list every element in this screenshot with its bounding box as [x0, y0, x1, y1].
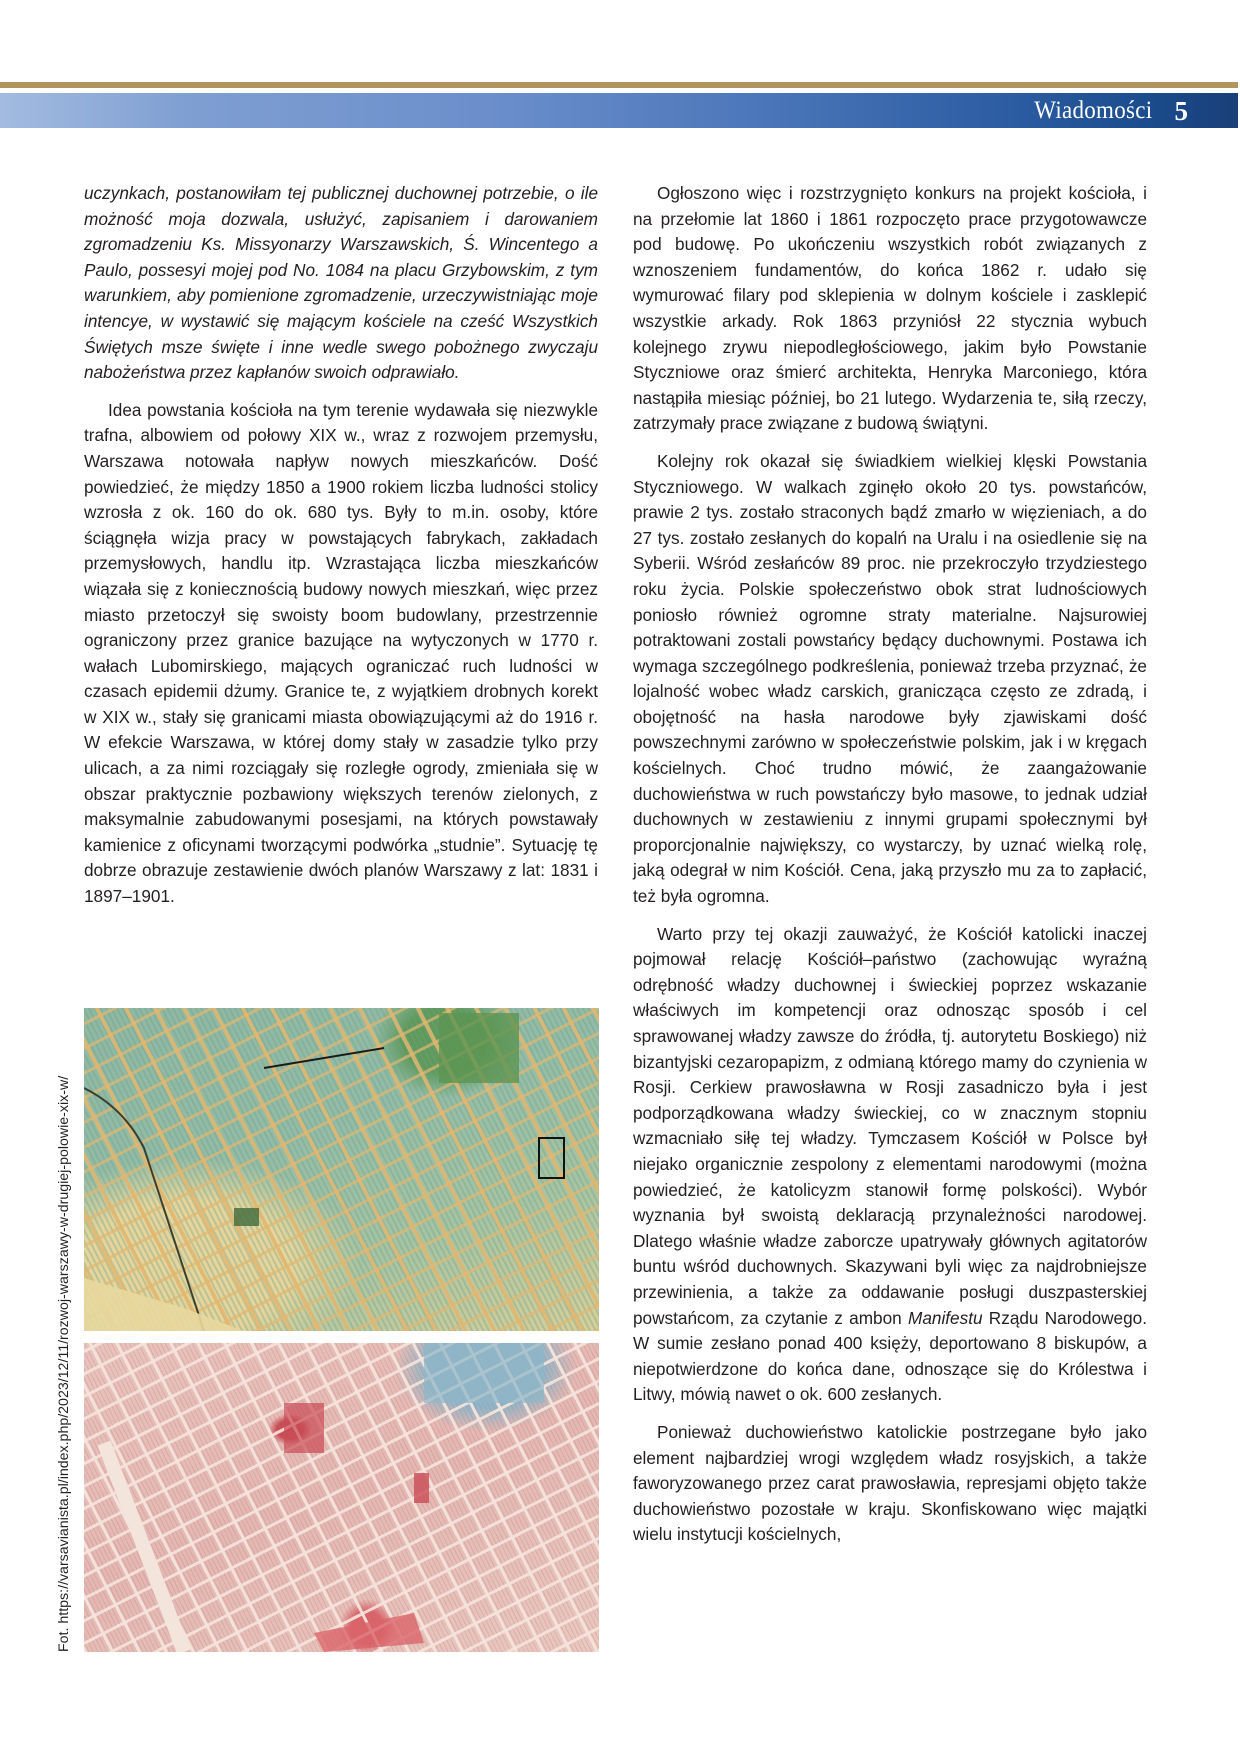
map-image-1897	[84, 1343, 599, 1652]
map-1897-overlay	[84, 1343, 599, 1652]
page-number: 5	[1174, 96, 1188, 126]
map-1831-overlay	[84, 1008, 599, 1331]
body-paragraph: Kolejny rok okazał się świadkiem wielkiej klęski Powstania Styczniowego. W walkach zginęło około 20 tys. powstańców, prawie 2 tys. zostało straconych bądź zmarło w więzieniach, a do 27 tys. zostało zesłanych do kopalń na Uralu i na osiedlenie się na Syberii. Wśród zesłańców 89 proc. nie przekroczyło trzydziestego roku życia. Polskie społeczeństwo obok strat ludnościowych poniosło również ogromne straty materialne. Najsurowiej potraktowani zostali powstańcy będący duchownymi. Postawa ich wymaga szczególnego podkreślenia, ponieważ trzeba przyznać, że lojalność wobec władz carskich, granicząca często ze zdradą, i obojętność na hasła narodowe były zjawiskami dość powszechnymi zarówno w społeczeństwie polskim, jak i w kręgach kościelnych. Choć trudno mówić, że zaangażowanie duchowieństwa w ruch powstańczy było masowe, to jednak udział duchownych w zestawieniu z innymi grupami społecznymi był proporcjonalnie największy, co wystarczy, by uznać wielką rolę, jaką odegrał w nim Kościół. Cena, jaką przyszło mu za to zapłacić, też była ogromna.	[633, 450, 1147, 907]
body-paragraph	[633, 922, 1147, 1408]
paragraph-text: Warto przy tej okazji zauważyć, że Kościół katolicki inaczej pojmował relację Kościół–państwo (zachowując wyraźną odrębność władzy duchownej i świeckiej poprzez wskazanie właściwych im kompetencji oraz odnosząc sposób i cel sprawowanej władzy zawsze do źródła, tj. autorytetu Boskiego) niż bizantyjski cezaropapizm, z odmianą którego mamy do czynienia w Rosji. Cerkiew prawosławna w Rosji zasadniczo była i jest podporządkowana władzy świeckiej, co w znacznym stopniu wzmacniało siłę tej władzy. Tymczasem Kościół w Polsce był niejako organicznie zespolony z elementami narodowymi (można powiedzieć, że katolicyzm stanowił formę polskości). Wybór wyznania był swoistą deklaracją przynależności narodowej. Dlatego właśnie władze zaborcze upatrywały głównych agitatorów buntu wśród duchownych. Skazywani byli więc za najdrobniejsze przewinienia, a także za oddawanie posługi duszpasterskiej powstańcom, za czytanie z ambon	[633, 923, 1147, 1328]
body-paragraph: Idea powstania kościoła na tym terenie wydawała się niezwykle trafna, albowiem od połowy XIX w., wraz z rozwojem przemysłu, Warszawa notowała napływ nowych mieszkańców. Dość powiedzieć, że między 1850 a 1900 rokiem liczba ludności stolicy wzrosła z ok. 160 do ok. 680 tys. Były to m.in. osoby, które ściągnęła wizja pracy w powstających fabrykach, zakładach przemysłowych, handlu itp. Wzrastająca liczba mieszkańców wiązała się z koniecznością budowy nowych mieszkań, więc przez miasto przetoczył się swoisty boom budowlany, przestrzennie ograniczony przez granice bazujące na wytyczonych w 1770 r. wałach Lubomirskiego, mających ograniczać ruch ludności w czasach epidemii dżumy. Granice te, z wyjątkiem drobnych korekt w XIX w., stały się granicami miasta obowiązującymi aż do 1916 r. W efekcie Warszawa, w której domy stały w zasadzie tylko przy ulicach, a za nimi rozciągały się rozległe ogrody, zmieniała się w obszar praktycznie pozbawiony większych terenów zielonych, z maksymalnie zabudowanymi posesjami, na których powstawały kamienice z oficynami tworzącymi podwórka „studnie”. Sytuację tę dobrze obrazuje zestawienie dwóch planów Warszawy z lat: 1831 i 1897–1901.	[84, 399, 598, 907]
manifesto-title: Manifestu	[908, 1307, 983, 1328]
header-gold-rule	[0, 82, 1238, 88]
map-image-1831	[84, 1008, 599, 1331]
quote-paragraph: uczynkach, postanowiłam tej publicznej duchownej potrzebie, o ile możność moja dozwala, usłużyć, zapisaniem i darowaniem zgromadzeniu Ks. Missyonarzy Warszawskich, Ś. Wincentego a Paulo, possesyi mojej pod No. 1084 na placu Grzybowskim, z tym warunkiem, aby pomienione zgromadzenie, urzeczywistniając moje intencye, w wystawić się mającym kościele na cześć Wszystkich Świętych msze święte i inne wedle swego pobożnego zwyczaju nabożeństwa przez kapłanów swoich odprawiało.	[84, 183, 598, 383]
left-column	[84, 181, 598, 922]
body-paragraph: Ogłoszono więc i rozstrzygnięto konkurs na projekt kościoła, i na przełomie lat 1860 i 1861 rozpoczęto prace przygotowawcze pod budowę. Po ukończeniu wszystkich robót związanych z wznoszeniem fundamentów, do końca 1862 r. udało się wymurować filary pod sklepienia w dolnym kościele i zasklepić wszystkie arkady. Rok 1863 przyniósł 22 stycznia wybuch kolejnego zrywu niepodległościowego, jakim było Powstanie Styczniowe oraz śmierć architekta, Henryka Marconiego, która nastąpiła miesiąc później, bo 21 lutego. Wydarzenia te, siłą rzeczy, zatrzymały prace związane z budową świątyni.	[633, 183, 1147, 434]
paragraph-text: Rządu Narodowego. W sumie zesłano ponad 400 księży, deportowano 8 biskupów, a niepotwierdzone do końca dane, odnoszące się do Królestwa i Litwy, mówią nawet o ok. 600 zesłanych.	[633, 1307, 1148, 1405]
photo-credit: Fot. https://varsavianista.pl/index.php/2023/12/11/rozwoj-warszawy-w-drugiej-polowie-xix-w/	[56, 1075, 72, 1652]
body-paragraph: Ponieważ duchowieństwo katolickie postrzegane było jako element najbardziej wrogi względem władz rosyjskich, a także faworyzowanego przez carat prawosławia, represjami objęto także duchowieństwo pozostałe w kraju. Skonfiskowano więc majątki wielu instytucji kościelnych,	[633, 1421, 1147, 1545]
section-title: Wiadomości	[1033, 97, 1152, 124]
right-column	[633, 181, 1147, 1560]
